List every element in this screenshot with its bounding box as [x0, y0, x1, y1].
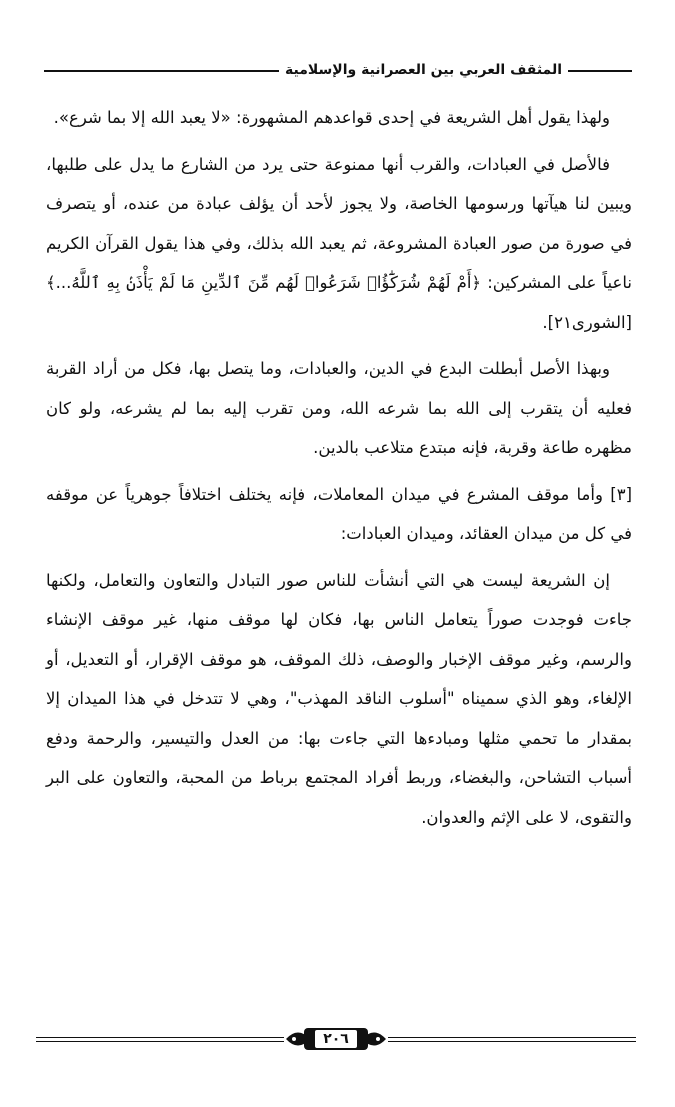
- page-number: ٢٠٦: [314, 1029, 358, 1049]
- main-text: [46, 98, 632, 844]
- footer-rule-right: [388, 1037, 636, 1042]
- paragraph: وبهذا الأصل أبطلت البدع في الدين، والعبادات، وما يتصل بها، فكل من أراد القربة فعليه أن يتقرب إلى الله بما شرعه الله، ومن تقرب إليه بما لم يشرعه، ولو كان مظهره طاعة وقربة، فإنه مبتدع متلاعب بالدين.: [46, 359, 632, 457]
- paragraph: فالأصل في العبادات، والقرب أنها ممنوعة حتى يرد من الشارع ما يدل على طلبها، ويبين لنا هيآتها ورسومها الخاصة، ولا يجوز لأحد أن يؤلف عبادة من عنده، أو يتصرف في صورة من صور العبادة المشروعة، ثم يعبد الله بذلك، وفي هذا يقول القرآن الكريم ناعياً على المشركين: ﴿أَمْ لَهُمْ شُرَكَٰٓؤُا۟ شَرَعُوا۟ لَهُم مِّنَ ٱلدِّينِ مَا لَمْ يَأْذَنۢ بِهِ ٱللَّهُ...﴾ [الشورى٢١].: [46, 154, 632, 332]
- running-title: المثقف العربي بين العصرانية والإسلامية: [285, 62, 562, 78]
- paragraph: [٣] وأما موقف المشرع في ميدان المعاملات، فإنه يختلف اختلافاً جوهرياً عن موقفه في كل من ميدان العقائد، وميدان العبادات:: [46, 484, 632, 543]
- running-header: [44, 58, 632, 82]
- page-number-ornament: [284, 1024, 388, 1054]
- paragraph: ولهذا يقول أهل الشريعة في إحدى قواعدهم المشهورة: «لا يعبد الله إلا بما شرع».: [53, 108, 610, 127]
- header-rule-right: [568, 70, 632, 72]
- header-rule-left: [44, 70, 279, 72]
- paragraph: إن الشريعة ليست هي التي أنشأت للناس صور التبادل والتعاون والتعامل، ولكنها جاءت فوجدت صوراً يتعامل الناس بها، فكان لها موقف منها، غير موقف الإنشاء والرسم، وغير موقف الإخبار والوصف، ذلك الموقف، هو موقف الإقرار، أو التعديل، أو الإلغاء، وهو الذي سميناه "أسلوب الناقد المهذب"، وهي لا تتدخل في هذا الميدان إلا بمقدار ما تحمي مثلها ومبادءها التي جاءت بها: من العدل والتيسير، والرحمة ودفع أسباب التشاحن، والبغضاء، وربط أفراد المجتمع برباط من المحبة، والتعاون على البر والتقوى، لا على الإثم والعدوان.: [46, 570, 632, 827]
- page-footer: [36, 1022, 636, 1056]
- footer-rule-left: [36, 1037, 284, 1042]
